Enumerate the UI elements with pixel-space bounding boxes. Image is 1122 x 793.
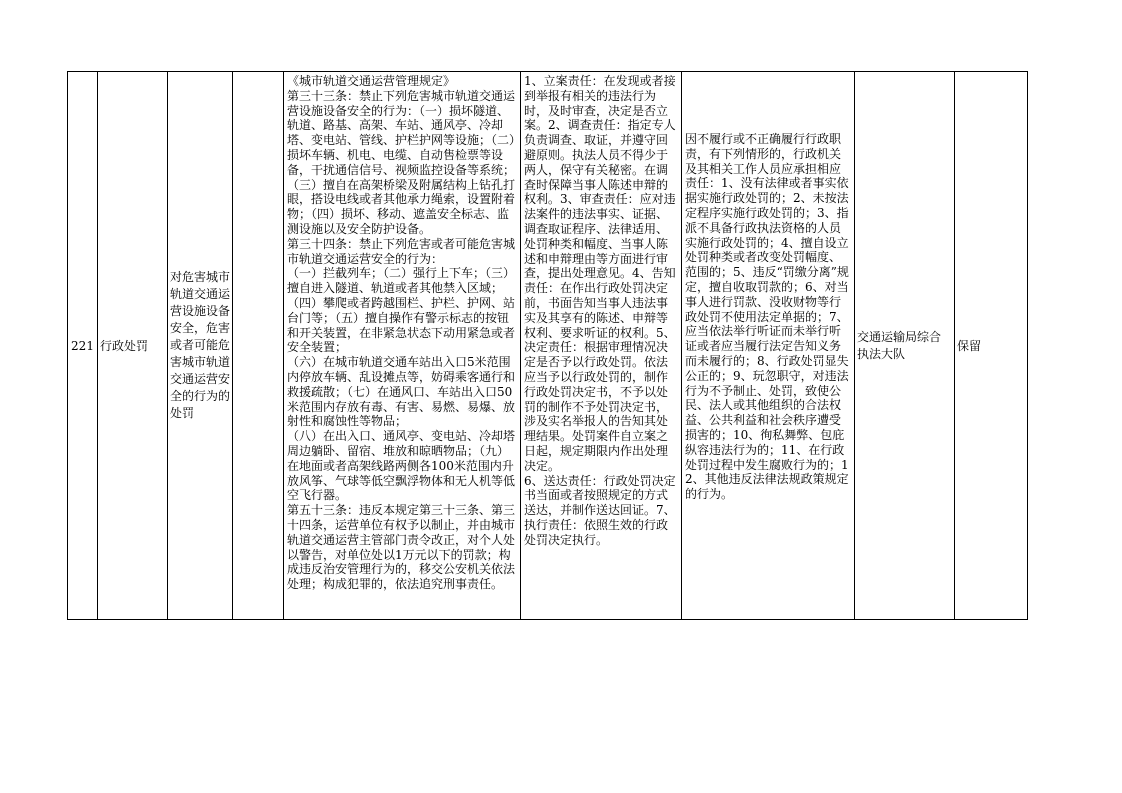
responsibility-cell: [521, 72, 682, 620]
department: 交通运输局综合执法大队: [857, 329, 942, 361]
power-type: 行政处罚: [100, 339, 149, 353]
legal-basis-clip: [284, 72, 520, 619]
power-name-cell: [168, 72, 233, 620]
accountability-text: 因不履行或不正确履行行政职责，有下列情形的，行政机关及其相关工作人员应承担相应责任：1、没有法律或者事实依据实施行政处罚的；2、未按法定程序实施行政处罚的；3、指派不具备行政执法资格的人员实施行政处罚的；4、擅自设立处罚种类或者改变处罚幅度、范围的；5、违反“罚缴分离”规定，擅自收取罚款的；6、对当事人进行罚款、没收财物等行政处罚不使用法定单据的；7、应当依法举行听证而未举行听证或者应当履行法定告知义务而未履行的；8、行政处罚显失公正的；9、玩忽职守，对违法行为不予制止、处罚，致使公民、法人或其他组织的合法权益、公共利益和社会秩序遭受损害的；10、徇私舞弊、包庇纵容违法行为的；11、在行政处罚过程中发生腐败行为的；12、其他违反法律法规政策规定的行为。: [685, 132, 849, 502]
table-row: [68, 72, 1028, 620]
legal-basis-text: 《城市轨道交通运营管理规定》 第三十三条：禁止下列危害城市轨道交通运营设施设备安全的行为：（一）损坏隧道、轨道、路基、高架、车站、通风亭、冷却塔、变电站、管线、护栏护网等设施；（二）损坏车辆、机电、电缆、自动售检票等设备，干扰通信信号、视频监控设备等系统；（三）擅自在高架桥梁及附属结构上钻孔打眼，搭设电线或者其他承力绳索，设置附着物；（四）损坏、移动、遮盖安全标志、监测设施以及安全防护设备。 第三十四条：禁止下列危害或者可能危害城市轨道交通运营安全的行为： （一）拦截列车；（二）强行上下车；（三）擅自进入隧道、轨道或者其他禁入区域；（四）攀爬或者跨越围栏、护栏、护网、站台门等；（五）擅自操作有警示标志的按钮和开关装置，在非紧急状态下动用紧急或者安全装置； （六）在城市轨道交通车站出入口5米范围内停放车辆、乱设摊点等，妨碍乘客通行和救援疏散；（七）在通风口、车站出入口50米范围内存放有毒、有害、易燃、易爆、放射性和腐蚀性等物品； （八）在出入口、通风亭、变电站、冷却塔周边躺卧、留宿、堆放和晾晒物品；（九）在地面或者高架线路两侧各100米范围内升放风筝、气球等低空飘浮物体和无人机等低空飞行器。 第五十三条：违反本规定第三十三条、第三十四条，运营单位有权予以制止，并由城市轨道交通运营主管部门责令改正，对个人处以警告，对单位处以1万元以下的罚款；构成违反治安管理行为的，移交公安机关依法处理；构成犯罪的，依法追究刑事责任。: [287, 74, 516, 592]
responsibility-clip: [521, 72, 681, 619]
row-number-cell: [68, 72, 98, 620]
legal-basis-cell: [284, 72, 521, 620]
power-list-table: [67, 71, 1028, 620]
row-number: 221: [71, 338, 94, 353]
sub-item-cell: [233, 72, 284, 620]
power-name: 对危害城市轨道交通运营设施设备安全，危害或者可能危害城市轨道交通运营安全的行为的处罚: [170, 270, 231, 420]
accountability-cell: [682, 72, 855, 620]
power-type-cell: [98, 72, 168, 620]
note: 保留: [957, 339, 982, 353]
department-cell: [855, 72, 955, 620]
accountability-clip: [682, 72, 854, 619]
responsibility-text: 1、立案责任：在发现或者接到举报有相关的违法行为时，及时审查，决定是否立案。2、调查责任：指定专人负责调查、取证，并遵守回避原则。执法人员不得少于两人，保守有关秘密。在调查时保障当事人陈述申辩的权利。3、审查责任：应对违法案件的违法事实、证据、调查取证程序、法律适用、处罚种类和幅度、当事人陈述和申辩理由等方面进行审查，提出处理意见。4、告知责任：在作出行政处罚决定前，书面告知当事人违法事实及其享有的陈述、申辩等权利、要求听证的权利。5、决定责任：根据审理情况决定是否予以行政处罚。依法应当予以行政处罚的，制作行政处罚决定书，不予以处罚的制作不予处罚决定书，涉及实名举报人的告知其处理结果。处罚案件自立案之日起，规定期限内作出处理决定。 6、送达责任：行政处罚决定书当面或者按照规定的方式送达，并制作送达回证。7、执行责任：依照生效的行政处罚决定执行。: [524, 74, 676, 547]
note-cell: [955, 72, 1028, 620]
